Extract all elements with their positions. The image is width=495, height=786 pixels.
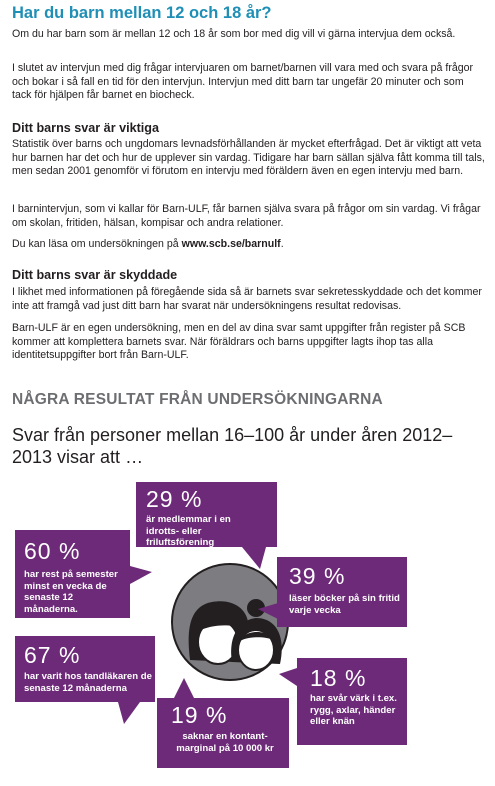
stat-bubble-vacation — [15, 530, 130, 618]
stat-value: 29 % — [146, 486, 203, 512]
stat-text: har svår värk i t.ex. rygg, axlar, händer eller knän — [310, 693, 397, 728]
stat-value: 19 % — [171, 702, 228, 728]
stat-value: 67 % — [24, 642, 81, 668]
bubble-tail — [130, 566, 152, 584]
important-paragraph-3 — [12, 238, 486, 252]
stat-text: har varit hos tandläkaren de senaste 12 månaderna — [24, 671, 152, 694]
stat-value: 18 % — [310, 665, 367, 691]
scb-link[interactable]: www.scb.se/barnulf — [181, 238, 281, 250]
results-subtitle: Svar från personer mellan 16–100 år under åren 2012–2013 visar att … — [12, 425, 453, 467]
intro-paragraph-1: Om du har barn som är mellan 12 och 18 år som bor med dig vill vi gärna intervjua dem också. — [12, 28, 456, 40]
important-heading: Ditt barns svar är viktiga — [12, 121, 159, 135]
intro-paragraph-2: I slutet av intervjun med dig frågar intervjuaren om barnet/barnen vill vara med och svara på frågor och bokar i så fall en tid för den intervjun. Intervjun med ditt barn tar ungefär 20 minuter och som tack för hjälpen får barnet en biocheck. — [12, 62, 474, 102]
read-more-prefix: Du kan läsa om undersökningen på — [12, 238, 182, 250]
stat-text: har rest på semester minst en vecka de senaste 12 månaderna. — [24, 569, 118, 615]
stat-bubble-pain — [297, 658, 407, 745]
important-paragraph-1: Statistik över barns och ungdomars levnadsförhållanden är mycket efterfrågad. Det är viktigt att veta hur barnen har det och hur de upplever sin vardag. Tidigare har barn sällan själva fått komma till tals, men sedan 2001 genomför vi förutom en intervju med föräldern även en egen intervju med barn. — [12, 138, 485, 178]
bubble-tail — [258, 603, 278, 619]
results-section-title: NÅGRA RESULTAT FRÅN UNDERSÖKNINGARNA — [12, 391, 383, 408]
bubble-tail — [279, 668, 297, 686]
results-infographic — [0, 470, 495, 786]
protected-paragraph-1: I likhet med informationen på föregående sida så är barnets svar sekretesskyddade och det kommer inte att framgå vad just ditt barn har svarat när undersökningens resultat redovisas. — [12, 286, 482, 312]
bubble-tail — [242, 547, 266, 569]
important-paragraph-2: I barnintervjun, som vi kallar för Barn-ULF, får barnen själva svara på frågor om sin vardag. Vi frågar om skolan, fritiden, hälsan, kompisar och andra relationer. — [12, 203, 481, 229]
read-more-suffix: . — [280, 238, 284, 250]
stat-bubble-margin — [157, 698, 289, 768]
bubble-tail — [118, 702, 140, 724]
intro-title: Har du barn mellan 12 och 18 år? — [12, 4, 272, 22]
protected-heading: Ditt barns svar är skyddade — [12, 268, 178, 282]
stat-bubble-dentist — [15, 636, 155, 702]
stat-bubble-memberships — [136, 482, 277, 547]
stat-text: läser böcker på sin fritid varje vecka — [289, 593, 400, 616]
stat-value: 39 % — [289, 563, 346, 589]
stat-text: saknar en kontant-marginal på 10 000 kr — [176, 731, 274, 754]
bubble-tail — [174, 678, 194, 698]
stat-bubble-books — [277, 557, 407, 627]
stat-value: 60 % — [24, 538, 81, 564]
stat-text: är medlemmar i en idrotts- eller friluftsförening — [146, 514, 231, 549]
protected-paragraph-2: Barn-ULF är en egen undersökning, men en del av dina svar samt uppgifter från register på SCB kommer att komplettera barnets svar. När föräldrars och barns uppgifter lagts ihop tas alla identitetsuppgifter bort från Barn-ULF. — [12, 322, 466, 362]
